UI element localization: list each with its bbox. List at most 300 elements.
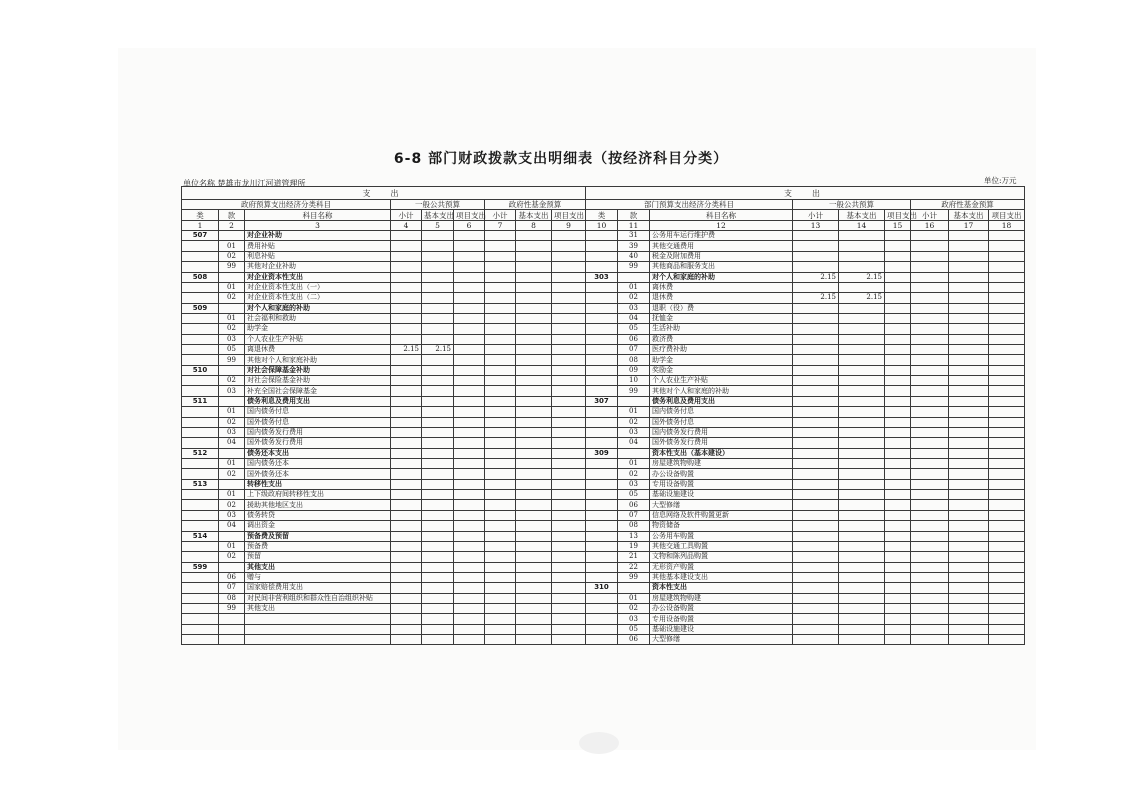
general-basic: [422, 303, 454, 313]
empty-cell: [949, 604, 989, 614]
general-subtotal: [391, 614, 422, 624]
subject-name: 利息补贴: [245, 251, 391, 261]
subject-name: [245, 624, 391, 634]
empty-cell: [454, 365, 485, 375]
subject-name: 其他交通费用: [650, 241, 793, 251]
empty-cell: [516, 438, 552, 448]
empty-cell: [552, 490, 586, 500]
subject-name: 国外债务付息: [245, 417, 391, 427]
general-subtotal: [793, 521, 839, 531]
general-subtotal: [793, 345, 839, 355]
subject-name: 对个人和家庭的补助: [650, 272, 793, 282]
empty-cell: [911, 282, 949, 292]
empty-cell: [949, 448, 989, 458]
subject-name: 对民间非营利组织和群众性自治组织补贴: [245, 593, 391, 603]
empty-cell: [552, 552, 586, 562]
empty-cell: [552, 293, 586, 303]
subject-name: 房屋建筑物购建: [650, 458, 793, 468]
subject-name: 退职（役）费: [650, 303, 793, 313]
empty-cell: [911, 438, 949, 448]
general-subtotal: [391, 386, 422, 396]
item-code: 99: [219, 262, 245, 272]
general-basic: [422, 635, 454, 645]
empty-cell: [454, 458, 485, 468]
table-row: [182, 241, 586, 251]
table-row: [182, 376, 586, 386]
empty-cell: [516, 479, 552, 489]
empty-cell: [949, 490, 989, 500]
group-header-classification: 部门预算支出经济分类科目: [586, 200, 793, 210]
empty-cell: [454, 386, 485, 396]
category-code: [182, 438, 219, 448]
empty-cell: [454, 521, 485, 531]
empty-cell: [885, 531, 911, 541]
empty-cell: [885, 251, 911, 261]
table-row: [586, 541, 1025, 551]
item-code: 05: [618, 324, 650, 334]
empty-cell: [516, 541, 552, 551]
column-number: 18: [989, 220, 1025, 230]
empty-cell: [989, 510, 1025, 520]
empty-cell: [949, 324, 989, 334]
empty-cell: [989, 552, 1025, 562]
empty-cell: [485, 521, 516, 531]
empty-cell: [485, 510, 516, 520]
category-code: [182, 376, 219, 386]
general-basic: [839, 282, 885, 292]
table-row: [586, 583, 1025, 593]
subject-name: 债务还本支出: [245, 448, 391, 458]
category-code: [586, 521, 618, 531]
subject-name: 债务转贷: [245, 510, 391, 520]
empty-cell: [552, 407, 586, 417]
empty-cell: [949, 251, 989, 261]
empty-cell: [485, 407, 516, 417]
empty-cell: [949, 345, 989, 355]
table-row: [586, 231, 1025, 241]
empty-cell: [949, 521, 989, 531]
empty-cell: [552, 365, 586, 375]
empty-cell: [949, 427, 989, 437]
empty-cell: [989, 469, 1025, 479]
empty-cell: [989, 241, 1025, 251]
general-subtotal: [391, 376, 422, 386]
column-number: 3: [245, 220, 391, 230]
subject-name: 其他交通工具购置: [650, 541, 793, 551]
empty-cell: [485, 293, 516, 303]
general-basic: [839, 396, 885, 406]
item-code: 03: [618, 479, 650, 489]
subject-name: 离休费: [650, 282, 793, 292]
category-code: [182, 583, 219, 593]
subject-name: 其他商品和服务支出: [650, 262, 793, 272]
item-code: [618, 448, 650, 458]
table-row: [586, 521, 1025, 531]
item-code: [219, 614, 245, 624]
table-row: [182, 552, 586, 562]
table-row: [182, 572, 586, 582]
category-code: [586, 407, 618, 417]
subject-name: [245, 635, 391, 645]
general-basic: [839, 635, 885, 645]
empty-cell: [454, 282, 485, 292]
category-code: [182, 624, 219, 634]
empty-cell: [552, 396, 586, 406]
empty-cell: [885, 552, 911, 562]
subject-name: 资本性支出（基本建设）: [650, 448, 793, 458]
empty-cell: [911, 572, 949, 582]
empty-cell: [516, 552, 552, 562]
general-subtotal: [793, 303, 839, 313]
empty-cell: [485, 562, 516, 572]
table-row: [182, 469, 586, 479]
general-basic: [422, 231, 454, 241]
category-code: [182, 251, 219, 261]
table-row: [586, 510, 1025, 520]
item-code: [219, 562, 245, 572]
category-code: [182, 500, 219, 510]
item-code: 09: [618, 365, 650, 375]
empty-cell: [885, 386, 911, 396]
general-basic: [422, 262, 454, 272]
empty-cell: [454, 604, 485, 614]
category-code: [182, 345, 219, 355]
subject-name: 专用设备购置: [650, 479, 793, 489]
general-basic: [422, 417, 454, 427]
empty-cell: [885, 583, 911, 593]
column-number: 1: [182, 220, 219, 230]
subject-name: 预备费: [245, 541, 391, 551]
subject-name: 公务用车购置: [650, 531, 793, 541]
general-subtotal: [391, 272, 422, 282]
subject-name: 基础设施建设: [650, 490, 793, 500]
category-code: [586, 313, 618, 323]
column-number: 17: [949, 220, 989, 230]
item-code: 01: [219, 313, 245, 323]
empty-cell: [885, 396, 911, 406]
item-code: 07: [618, 510, 650, 520]
empty-cell: [485, 479, 516, 489]
empty-cell: [911, 231, 949, 241]
empty-cell: [885, 231, 911, 241]
empty-cell: [989, 624, 1025, 634]
empty-cell: [485, 583, 516, 593]
empty-cell: [485, 469, 516, 479]
empty-cell: [989, 386, 1025, 396]
empty-cell: [485, 334, 516, 344]
item-code: 02: [618, 469, 650, 479]
subject-name: 国外债务发行费用: [650, 438, 793, 448]
item-code: 05: [618, 490, 650, 500]
category-code: 513: [182, 479, 219, 489]
item-code: 01: [219, 282, 245, 292]
table-row: [586, 396, 1025, 406]
category-code: [586, 458, 618, 468]
general-subtotal: [391, 521, 422, 531]
page-title: 6-8 部门财政拨款支出明细表（按经济科目分类）: [393, 151, 729, 167]
empty-cell: [911, 365, 949, 375]
general-basic: [422, 438, 454, 448]
empty-cell: [989, 365, 1025, 375]
category-code: 310: [586, 583, 618, 593]
general-basic: [839, 334, 885, 344]
empty-cell: [949, 293, 989, 303]
empty-cell: [949, 635, 989, 645]
expenditure-table-left: [181, 186, 586, 645]
table-row: [182, 262, 586, 272]
empty-cell: [454, 541, 485, 551]
subject-name: 费用补贴: [245, 241, 391, 251]
table-row: [182, 345, 586, 355]
item-code: 03: [219, 334, 245, 344]
general-basic: 2.15: [839, 293, 885, 303]
empty-cell: [516, 572, 552, 582]
item-code: 04: [219, 438, 245, 448]
empty-cell: [552, 624, 586, 634]
item-code: 01: [219, 490, 245, 500]
empty-cell: [911, 355, 949, 365]
empty-cell: [454, 417, 485, 427]
empty-cell: [552, 282, 586, 292]
category-code: [182, 293, 219, 303]
general-basic: [422, 562, 454, 572]
empty-cell: [885, 407, 911, 417]
table-row: [182, 427, 586, 437]
empty-cell: [949, 438, 989, 448]
category-code: 514: [182, 531, 219, 541]
empty-cell: [911, 593, 949, 603]
empty-cell: [454, 500, 485, 510]
column-header: 小计: [911, 210, 949, 220]
item-code: 99: [618, 386, 650, 396]
empty-cell: [516, 303, 552, 313]
subject-name: 债务利息及费用支出: [245, 396, 391, 406]
general-subtotal: 2.15: [793, 293, 839, 303]
empty-cell: [989, 458, 1025, 468]
general-subtotal: [793, 593, 839, 603]
empty-cell: [911, 510, 949, 520]
subject-name: 资本性支出: [650, 583, 793, 593]
category-code: [182, 604, 219, 614]
subject-name: [245, 614, 391, 624]
empty-cell: [989, 293, 1025, 303]
general-basic: [839, 427, 885, 437]
item-code: 02: [219, 251, 245, 261]
general-basic: [422, 490, 454, 500]
empty-cell: [989, 531, 1025, 541]
empty-cell: [989, 251, 1025, 261]
table-row: [182, 324, 586, 334]
subject-name: 对社会保障基金补助: [245, 365, 391, 375]
general-basic: [839, 355, 885, 365]
item-code: 06: [618, 334, 650, 344]
subject-name: 其他对个人和家庭补助: [245, 355, 391, 365]
empty-cell: [454, 231, 485, 241]
empty-cell: [485, 365, 516, 375]
empty-cell: [552, 272, 586, 282]
empty-cell: [485, 272, 516, 282]
category-code: [586, 541, 618, 551]
empty-cell: [454, 396, 485, 406]
empty-cell: [911, 490, 949, 500]
empty-cell: [989, 231, 1025, 241]
general-subtotal: [391, 562, 422, 572]
empty-cell: [989, 282, 1025, 292]
empty-cell: [949, 231, 989, 241]
general-subtotal: [391, 531, 422, 541]
empty-cell: [949, 541, 989, 551]
general-subtotal: [391, 552, 422, 562]
general-basic: [839, 469, 885, 479]
general-subtotal: [391, 635, 422, 645]
column-header: 小计: [391, 210, 422, 220]
category-code: [586, 427, 618, 437]
general-subtotal: [793, 376, 839, 386]
empty-cell: [911, 376, 949, 386]
category-code: [182, 490, 219, 500]
general-basic: [422, 531, 454, 541]
category-code: [586, 251, 618, 261]
general-subtotal: 2.15: [391, 345, 422, 355]
empty-cell: [516, 500, 552, 510]
table-row: [182, 417, 586, 427]
empty-cell: [454, 355, 485, 365]
category-code: [182, 614, 219, 624]
empty-cell: [885, 614, 911, 624]
category-code: 512: [182, 448, 219, 458]
table-row: [182, 614, 586, 624]
empty-cell: [485, 531, 516, 541]
empty-cell: [911, 469, 949, 479]
table-row: [182, 521, 586, 531]
empty-cell: [454, 448, 485, 458]
table-row: [586, 324, 1025, 334]
empty-cell: [516, 614, 552, 624]
general-subtotal: [793, 417, 839, 427]
empty-cell: [485, 303, 516, 313]
general-subtotal: [391, 365, 422, 375]
category-code: [586, 490, 618, 500]
general-basic: [422, 365, 454, 375]
empty-cell: [485, 262, 516, 272]
column-number: 7: [485, 220, 516, 230]
empty-cell: [989, 572, 1025, 582]
subject-name: 离退休费: [245, 345, 391, 355]
empty-cell: [885, 241, 911, 251]
empty-cell: [516, 469, 552, 479]
general-subtotal: [793, 572, 839, 582]
table-row: [182, 282, 586, 292]
unit-label: 单位:万元: [984, 176, 1017, 185]
general-subtotal: 2.15: [793, 272, 839, 282]
empty-cell: [949, 500, 989, 510]
item-code: 39: [618, 241, 650, 251]
general-subtotal: [793, 469, 839, 479]
category-code: [182, 635, 219, 645]
empty-cell: [911, 241, 949, 251]
empty-cell: [516, 313, 552, 323]
general-basic: [839, 262, 885, 272]
empty-cell: [552, 510, 586, 520]
table-row: [586, 386, 1025, 396]
subject-name: 其他支出: [245, 604, 391, 614]
general-basic: [839, 479, 885, 489]
expenditure-table-right: [585, 186, 1025, 645]
empty-cell: [454, 469, 485, 479]
item-code: 99: [618, 262, 650, 272]
empty-cell: [454, 552, 485, 562]
empty-cell: [989, 262, 1025, 272]
empty-cell: [949, 510, 989, 520]
subject-name: 国家赔偿费用支出: [245, 583, 391, 593]
category-code: 510: [182, 365, 219, 375]
empty-cell: [552, 376, 586, 386]
empty-cell: [949, 552, 989, 562]
subject-name: 国外债务还本: [245, 469, 391, 479]
subject-name: 基础设施建设: [650, 624, 793, 634]
empty-cell: [949, 376, 989, 386]
empty-cell: [885, 469, 911, 479]
category-code: [586, 510, 618, 520]
general-subtotal: [391, 469, 422, 479]
empty-cell: [552, 355, 586, 365]
empty-cell: [516, 396, 552, 406]
category-code: 509: [182, 303, 219, 313]
general-subtotal: [391, 458, 422, 468]
item-code: 02: [219, 376, 245, 386]
general-subtotal: [793, 541, 839, 551]
empty-cell: [516, 293, 552, 303]
column-number: 11: [618, 220, 650, 230]
item-code: 99: [219, 355, 245, 365]
general-subtotal: [391, 231, 422, 241]
empty-cell: [989, 427, 1025, 437]
empty-cell: [454, 407, 485, 417]
table-row: [586, 272, 1025, 282]
empty-cell: [885, 313, 911, 323]
general-subtotal: [793, 231, 839, 241]
empty-cell: [516, 334, 552, 344]
empty-cell: [552, 521, 586, 531]
table-row: [586, 438, 1025, 448]
table-row: [586, 604, 1025, 614]
subject-name: 转移性支出: [245, 479, 391, 489]
table-row: [586, 376, 1025, 386]
empty-cell: [949, 303, 989, 313]
empty-cell: [989, 614, 1025, 624]
column-header: 项目支出: [989, 210, 1025, 220]
empty-cell: [485, 490, 516, 500]
empty-cell: [911, 552, 949, 562]
general-basic: [422, 272, 454, 282]
empty-cell: [989, 324, 1025, 334]
table-row: [182, 231, 586, 241]
item-code: 01: [219, 458, 245, 468]
empty-cell: [885, 355, 911, 365]
general-subtotal: [793, 562, 839, 572]
item-code: 02: [618, 293, 650, 303]
general-subtotal: [391, 241, 422, 251]
category-code: [182, 355, 219, 365]
general-basic: [422, 572, 454, 582]
general-basic: [839, 552, 885, 562]
general-basic: [839, 593, 885, 603]
general-basic: [839, 583, 885, 593]
category-code: [182, 541, 219, 551]
empty-cell: [911, 635, 949, 645]
empty-cell: [552, 583, 586, 593]
general-basic: [422, 448, 454, 458]
